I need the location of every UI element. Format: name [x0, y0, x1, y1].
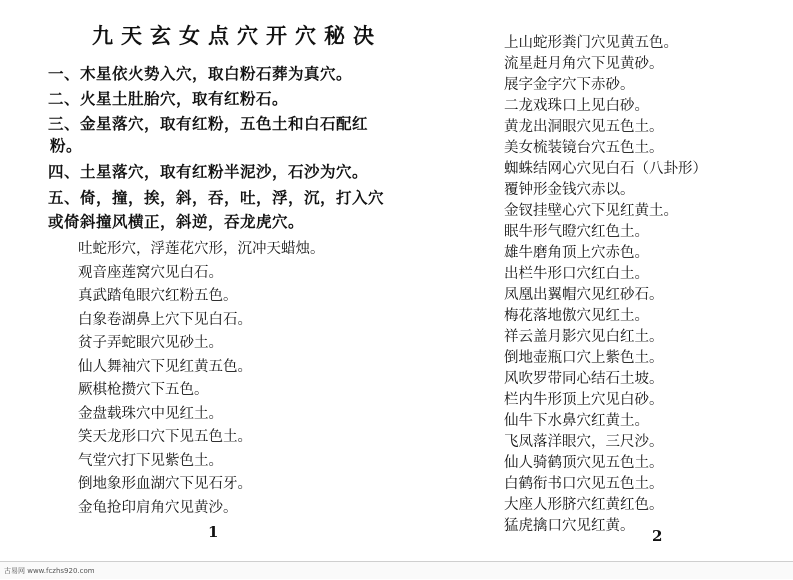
text-line: 三、金星落穴，取有红粉，五色土和白石配红: [48, 114, 369, 133]
text-line: 黄龙出洞眼穴见五色土。: [504, 119, 664, 135]
text-line: 金盘载珠穴中见红土。: [78, 406, 223, 422]
text-line: 金龟抢印肩角穴见黄沙。: [78, 500, 238, 516]
text-line: 仙人骑鹤顶穴见五色土。: [504, 455, 664, 471]
text-line: 气堂穴打下见紫色土。: [78, 453, 223, 469]
text-line: 蜘蛛结网心穴见白石（八卦形）: [504, 161, 707, 177]
text-line: 笑天龙形口穴下见五色土。: [78, 429, 252, 445]
text-line: 二、火星土肚胎穴，取有红粉石。: [48, 89, 289, 108]
page-number: 1: [208, 523, 219, 541]
text-line: 猛虎擒口穴见红黄。: [504, 518, 635, 534]
text-line: 仙人舞袖穴下见红黄五色。: [78, 359, 252, 375]
text-line: 倒地壶瓶口穴上紫色土。: [504, 350, 664, 366]
text-line: 仙牛下水鼻穴红黄土。: [504, 413, 649, 429]
text-line: 雄牛磨角顶上穴赤色。: [504, 245, 649, 261]
text-line: 美女梳装镜台穴五色土。: [504, 140, 664, 156]
text-line: 梅花落地傲穴见红土。: [504, 308, 649, 324]
text-line: 观音座莲窝穴见白石。: [78, 265, 223, 281]
text-line: 吐蛇形穴，浮莲花穴形，沉冲天蜡烛。: [78, 241, 325, 257]
text-line: 二龙戏珠口上见白砂。: [504, 98, 649, 114]
text-line: 白象卷湖鼻上穴下见白石。: [78, 312, 252, 328]
text-line: 栏内牛形顶上穴见白砂。: [504, 392, 664, 408]
text-line: 上山蛇形粪门穴见黄五色。: [504, 35, 678, 51]
right-page: [396, 0, 793, 560]
text-line: 祥云盖月影穴见白红土。: [504, 329, 664, 345]
text-line: 厥棋枪攒穴下五色。: [78, 382, 209, 398]
text-line: 贫子弄蛇眼穴见砂土。: [78, 335, 223, 351]
text-line: 风吹罗带同心结石土坡。: [504, 371, 664, 387]
text-line: 大座人形脐穴红黄红色。: [504, 497, 664, 513]
watermark-footer: 古易网 www.fczhs920.com: [0, 561, 793, 579]
text-line: 飞凤落洋眼穴，三尺沙。: [504, 434, 664, 450]
left-page: [0, 0, 396, 560]
text-line: 白鹤衔书口穴见五色土。: [504, 476, 664, 492]
text-line: 五、倚，撞，挨，斜，吞，吐，浮，沉，打入穴: [48, 188, 385, 207]
text-line: 粉。: [50, 136, 83, 155]
text-line: 真武踏龟眼穴红粉五色。: [78, 288, 238, 304]
text-line: 四、土星落穴，取有红粉半泥沙，石沙为穴。: [48, 162, 369, 181]
text-line: 金钗挂壁心穴下见红黄土。: [504, 203, 678, 219]
text-line: 倒地象形血湖穴下见石牙。: [78, 476, 252, 492]
text-line: 或倚斜撞风横正，斜逆，吞龙虎穴。: [48, 212, 305, 231]
page-title: 九天玄女点穴开穴秘决: [92, 23, 382, 48]
text-line: 凤凰出翼帽穴见红砂石。: [504, 287, 664, 303]
text-line: 流星赶月角穴下见黄砂。: [504, 56, 664, 72]
text-line: 一、木星依火势入穴，取白粉石葬为真穴。: [48, 64, 353, 83]
text-line: 出栏牛形口穴红白土。: [504, 266, 649, 282]
text-line: 覆钟形金钱穴赤以。: [504, 182, 635, 198]
text-line: 眠牛形气瞪穴红色土。: [504, 224, 649, 240]
text-line: 展字金字穴下赤砂。: [504, 77, 635, 93]
page-number: 2: [652, 527, 663, 545]
